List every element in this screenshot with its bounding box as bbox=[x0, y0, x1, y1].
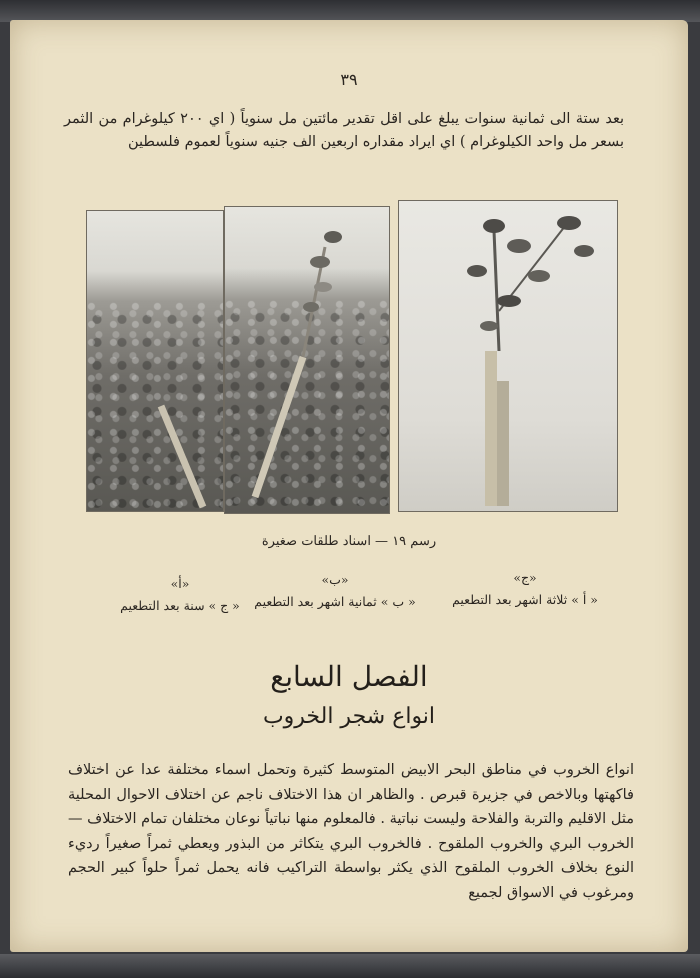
figure-label-2 bbox=[250, 572, 420, 609]
photo-b bbox=[224, 206, 390, 514]
photo-c bbox=[398, 200, 618, 512]
seedling-stake-a bbox=[87, 211, 223, 511]
intro-paragraph: بعد ستة الى ثمانية سنوات يبلغ على اقل تقدير مائتين مل سنوياً ( اي ٢٠٠ كيلوغرام من الثمر بسعر مل واحد الكيلوغرام ) اي ايراد مقداره اربعين الف جنيه سنوياً لعموم فلسطين bbox=[64, 111, 624, 150]
page-number: ٣٩ bbox=[340, 70, 358, 89]
body-paragraph: انواع الخروب في مناطق البحر الابيض المتوسط كثيرة وتحمل اسماء مختلفة عدا عن اختلاف فاكهتها وبالاخص في جزيرة قبرص . والظاهر ان هذا الاختلاف ناجم عن اختلاف الاحوال المحلية مثل الاقليم والتربة والفلاحة وليست نباتية . فالمعلوم منها نباتياً نوعان مختلفان تمام الاختلاف — الخروب البري والخروب الملقوح . فالخروب البري يتكاثر من البذور ويعطي ثمراً صغيراً رديء النوع بخلاف الخروب الملقوح الذي يكثر بواسطة التراكيب فانه يحمل ثمراً حلواً كبير الحجم ومرغوب في الاسواق لجميع bbox=[68, 762, 634, 901]
figure-label-text: « ج » سنة بعد التطعيم bbox=[120, 598, 240, 613]
photo-mark: «ج» bbox=[513, 570, 537, 585]
figure-label-1 bbox=[440, 570, 610, 607]
book-edge-bottom bbox=[0, 954, 700, 978]
chapter-title: الفصل السابع bbox=[270, 660, 428, 693]
photo-mark: «أ» bbox=[170, 576, 190, 591]
grafted-seedling-c bbox=[399, 201, 617, 511]
figure-label-text: « ب » ثمانية اشهر بعد التطعيم bbox=[254, 594, 416, 609]
figure-label-3 bbox=[110, 576, 250, 613]
photo-mark: «ب» bbox=[321, 572, 349, 587]
chapter-subtitle: انواع شجر الخروب bbox=[262, 704, 436, 729]
figure-label-text: « أ » ثلاثة اشهر بعد التطعيم bbox=[452, 592, 598, 607]
book-edge-top bbox=[0, 0, 700, 22]
book-page bbox=[10, 20, 688, 952]
grafted-seedling-b bbox=[225, 207, 389, 513]
figure-caption: رسم ١٩ — اسناد طلقات صغيرة bbox=[261, 534, 437, 549]
photo-a bbox=[86, 210, 224, 512]
